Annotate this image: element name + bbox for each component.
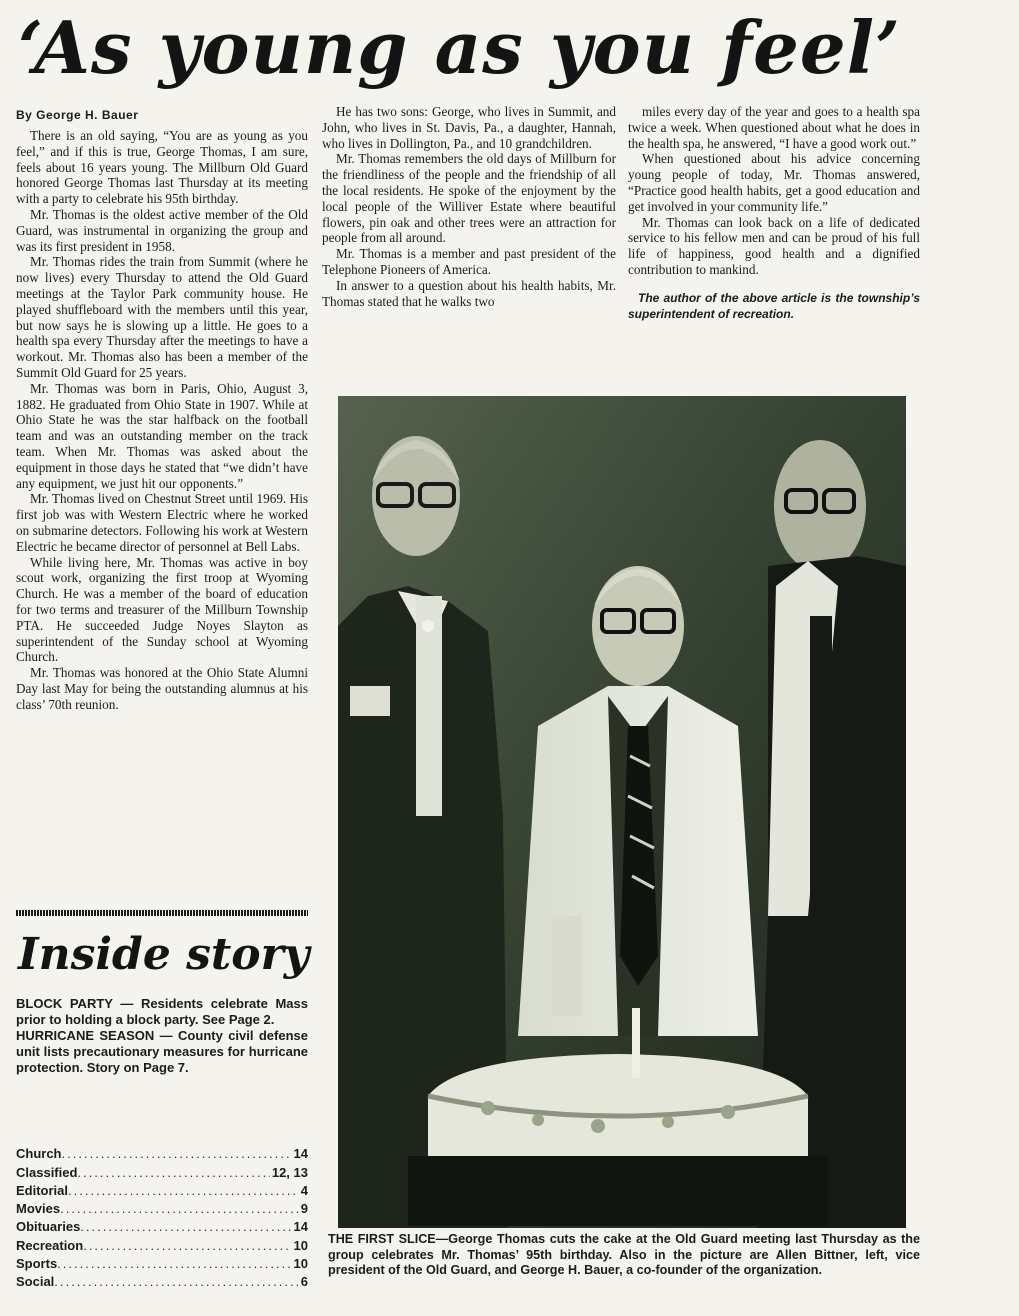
index-page: 10 (293, 1256, 308, 1272)
index-section-name: Editorial (16, 1182, 69, 1198)
article-paragraph: Mr. Thomas was honored at the Ohio State Alumni Day last May for being the outstanding alumnus at his class’ 70th reunion. (16, 665, 308, 712)
section-divider (16, 910, 308, 916)
article-paragraph: Mr. Thomas lived on Chestnut Street until 1969. His first job was with Western Electric where he worked on submarine detectors. Following his work at Western Electric he became director of personnel at Bell Labs. (16, 491, 308, 554)
index-page: 12, 13 (271, 1164, 308, 1180)
article-paragraph: miles every day of the year and goes to a health spa twice a week. When questioned about what he does in the health spa, he answered, “I have a good work out.” (628, 104, 920, 151)
photo-caption: THE FIRST SLICE—George Thomas cuts the cake at the Old Guard meeting last Thursday as the group celebrates Mr. Thomas’ 95th birthday. Also in the picture are Allen Bittner, left, vice president of the Old Guard, and George H. Bauer, a co-founder of the organization. (328, 1232, 920, 1277)
index-page: 6 (300, 1274, 308, 1290)
leader-dots (62, 1146, 292, 1161)
index-row (16, 1143, 308, 1161)
index-row (16, 1161, 308, 1179)
index-row (16, 1216, 308, 1234)
index-page: 14 (293, 1146, 308, 1162)
index-row (16, 1198, 308, 1216)
index-section-name: Social (16, 1274, 55, 1290)
article-column-1 (16, 128, 308, 712)
inside-story-title: Inside story (18, 929, 310, 980)
index-section-name: Church (16, 1146, 62, 1162)
inside-story-item: HURRICANE SEASON — County civil defense unit lists precautionary measures for hurricane protection. Story on Page 7. (16, 1028, 308, 1075)
byline: By George H. Bauer (16, 108, 139, 122)
news-photo (338, 396, 906, 1228)
inside-story-item: BLOCK PARTY — Residents celebrate Mass prior to holding a block party. See Page 2. (16, 996, 308, 1027)
article-column-3 (628, 104, 920, 322)
inside-story-items (16, 996, 308, 1076)
index-section-name: Obituaries (16, 1219, 81, 1235)
index-section-name: Recreation (16, 1237, 84, 1253)
index-row (16, 1253, 308, 1271)
article-column-2 (322, 104, 616, 309)
article-paragraph: While living here, Mr. Thomas was active in boy scout work, organizing the first troop at Wyoming Church. He was a member of the board of education for two terms and treasurer of the Millburn Township PTA. He succeeded Judge Noyes Slayton as superintendent of the Sunday school at Wyoming Church. (16, 554, 308, 665)
index-section-name: Movies (16, 1201, 61, 1217)
index-page: 10 (293, 1237, 308, 1253)
index-page: 9 (300, 1201, 308, 1217)
article-paragraph: Mr. Thomas is the oldest active member of the Old Guard, was instrumental in organizing the group and was its first president in 1958. (16, 206, 308, 254)
article-paragraph: Mr. Thomas remembers the old days of Millburn for the friendliness of the people and the friendship of all the local residents. He spoke of the enjoyment by the local people of the Williver Estate where beautiful flowers, pin oak and other trees were an attraction for people from all around. (322, 151, 616, 246)
leader-dots (60, 1201, 299, 1216)
article-paragraph: Mr. Thomas was born in Paris, Ohio, August 3, 1882. He graduated from Ohio State in 1907. While at Ohio State he was the star halfback on the football team and was an outstanding member on the track team. When Mr. Thomas was asked about the equipment in those days he stated that “we didn’t have any equipment, we just hit our opponents.” (16, 380, 308, 491)
article-paragraph: Mr. Thomas is a member and past president of the Telephone Pioneers of America. (322, 246, 616, 277)
leader-dots (83, 1238, 291, 1253)
article-paragraph: Mr. Thomas can look back on a life of dedicated service to his fellow men and can be proud of his full life of happiness, good health and a dignified contribution to mankind. (628, 214, 920, 277)
index-page: 14 (293, 1219, 308, 1235)
index-row (16, 1180, 308, 1198)
leader-dots (77, 1165, 269, 1180)
headline: ‘As young as you feel’ (18, 5, 902, 90)
leader-dots (80, 1219, 291, 1234)
leader-dots (68, 1183, 299, 1198)
article-paragraph: Mr. Thomas rides the train from Summit (where he now lives) every Thursday to attend the Old Guard meetings at the Taylor Park community house. He played shuffleboard with the members until this year, but now says he is slowing up a little. He goes to a health spa every Thursday after the meetings to have a workout. Mr. Thomas also has been a member of the Summit Old Guard for 25 years. (16, 254, 308, 380)
article-paragraph: There is an old saying, “You are as young as you feel,” and if this is true, George Thomas, I am sure, feels about 16 years young. The Millburn Old Guard honored George Thomas last Thursday at its meeting with a party to celebrate his 95th birthday. (16, 128, 308, 207)
leader-dots (54, 1274, 298, 1289)
article-paragraph: When questioned about his advice concerning young people of today, Mr. Thomas answered, “Practice good health habits, get a good education and get involved in your community life.” (628, 151, 920, 214)
leader-dots (57, 1256, 291, 1271)
index-row (16, 1271, 308, 1289)
author-note: The author of the above article is the township’s superintendent of recreation. (628, 290, 920, 321)
index-section-name: Sports (16, 1256, 58, 1272)
index-page: 4 (300, 1182, 308, 1198)
index-section-name: Classified (16, 1164, 78, 1180)
section-index (16, 1143, 308, 1289)
article-paragraph: In answer to a question about his health habits, Mr. Thomas stated that he walks two (322, 277, 616, 309)
index-row (16, 1234, 308, 1252)
article-paragraph: He has two sons: George, who lives in Summit, and John, who lives in St. Davis, Pa., a daughter, Hannah, who lives in Dollington, Pa., and 10 grandchildren. (322, 104, 616, 151)
